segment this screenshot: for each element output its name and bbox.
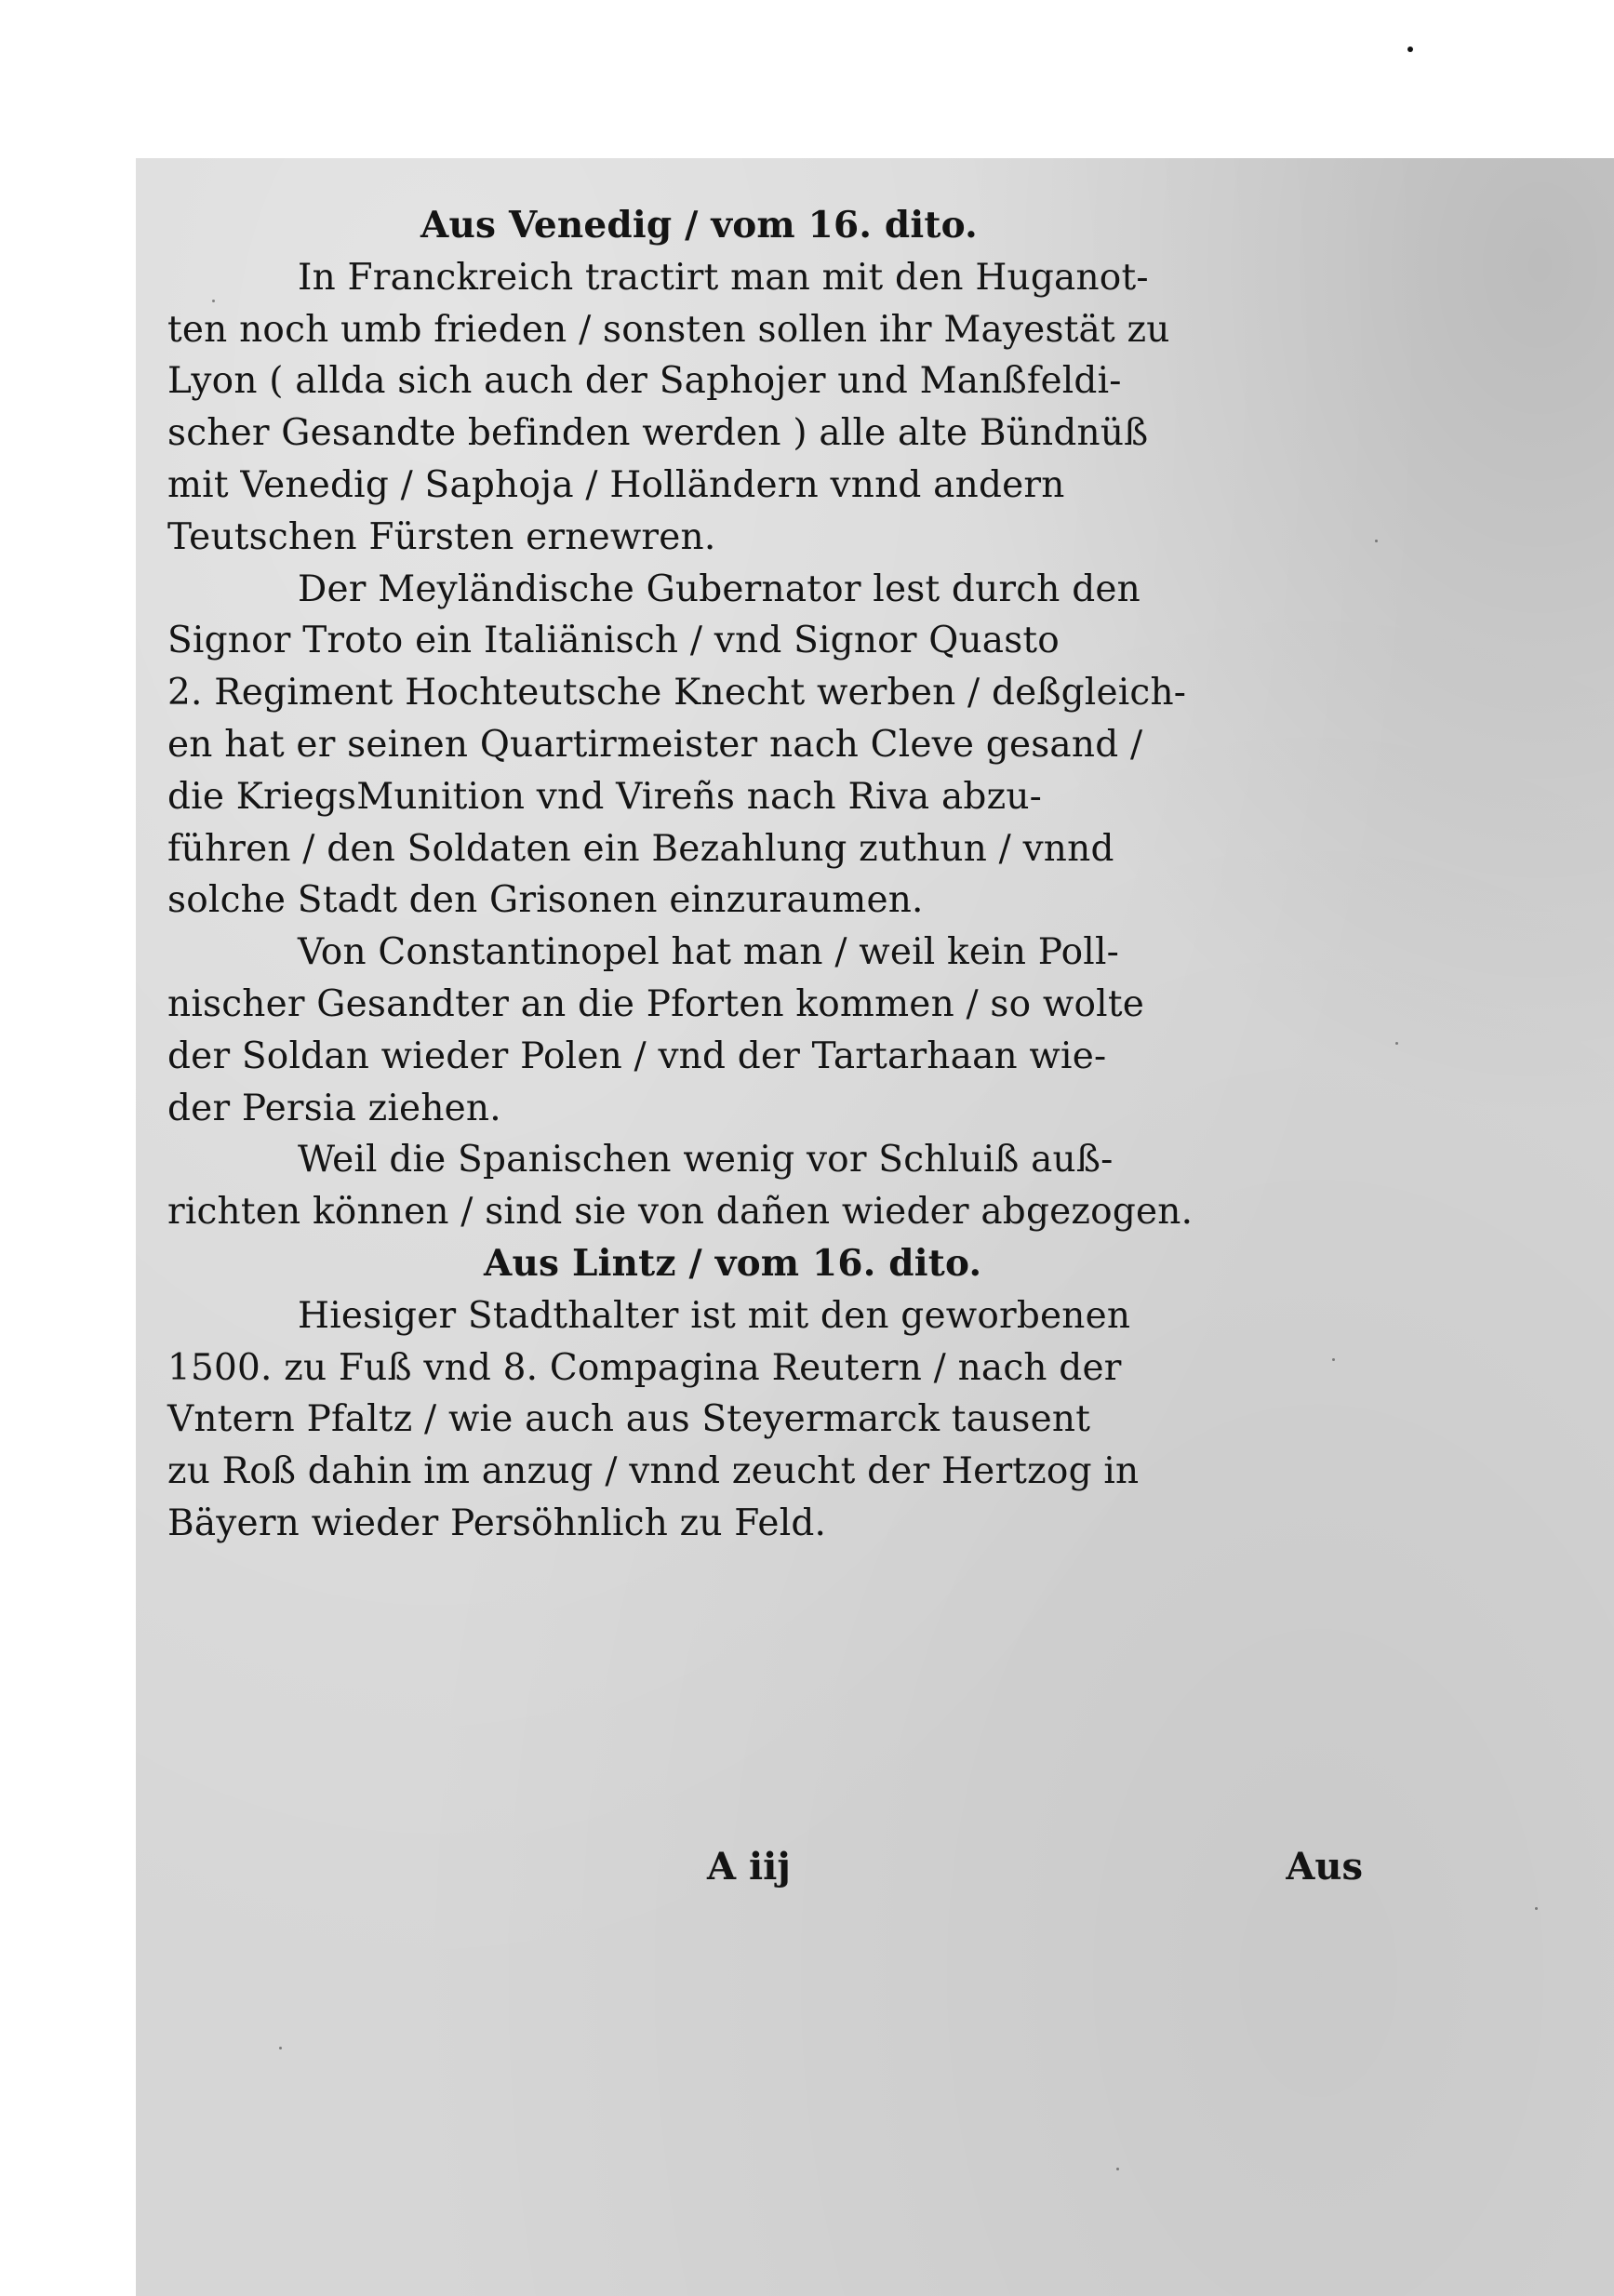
text-line: Lyon ( allda sich auch der Saphojer und Manßfeldi-: [167, 360, 1122, 403]
text-line: In Franckreich tractirt man mit den Huganot-: [298, 256, 1149, 299]
text-line: Von Constantinopel hat man / weil kein Poll-: [298, 931, 1120, 974]
paper-speck: [1395, 1042, 1398, 1045]
text-line: zu Roß dahin im anzug / vnnd zeucht der Hertzog in: [167, 1450, 1140, 1493]
text-line: richten können / sind sie von dañen wieder abgezogen.: [167, 1191, 1194, 1234]
text-line: nischer Gesandter an die Pforten kommen / so wolte: [167, 982, 1144, 1025]
paper-speck: [279, 2047, 282, 2049]
text-line: Bäyern wieder Persöhnlich zu Feld.: [167, 1502, 827, 1544]
text-line: ten noch umb frieden / sonsten sollen ihr Mayestät zu: [167, 308, 1170, 351]
text-line: Teutschen Fürsten ernewren.: [167, 515, 716, 558]
paper-speck: [212, 300, 215, 302]
text-line: mit Venedig / Saphoja / Holländern vnnd andern: [167, 463, 1065, 506]
signature-mark: A iij: [707, 1845, 791, 1889]
stray-dot: [1407, 47, 1413, 52]
text-line: en hat er seinen Quartirmeister nach Cleve gesand /: [167, 723, 1143, 766]
text-line: 2. Regiment Hochteutsche Knecht werben / deßgleich-: [167, 672, 1187, 714]
paper-speck: [1375, 540, 1378, 542]
text-line: Hiesiger Stadthalter ist mit den geworbenen: [298, 1294, 1131, 1337]
text-line: Vntern Pfaltz / wie auch aus Steyermarck tausent: [167, 1398, 1091, 1441]
text-line: der Persia ziehen.: [167, 1087, 501, 1129]
text-line: der Soldan wieder Polen / vnd der Tartarhaan wie-: [167, 1035, 1107, 1077]
paper-speck: [1116, 2168, 1119, 2170]
text-line: Weil die Spanischen wenig vor Schluiß auß-: [298, 1139, 1114, 1181]
heading-venedig: Aus Venedig / vom 16. dito.: [420, 204, 978, 247]
text-line: die KriegsMunition vnd Vireñs nach Riva abzu-: [167, 775, 1043, 818]
text-line: führen / den Soldaten ein Bezahlung zuthun / vnnd: [167, 827, 1114, 870]
text-line: solche Stadt den Grisonen einzuraumen.: [167, 879, 924, 922]
catchword: Aus: [1286, 1845, 1363, 1889]
heading-lintz: Aus Lintz / vom 16. dito.: [484, 1241, 982, 1285]
text-line: Signor Troto ein Italiänisch / vnd Signor Quasto: [167, 620, 1060, 662]
text-line: scher Gesandte befinden werden ) alle alte Bündnüß: [167, 412, 1149, 455]
body-text: [167, 200, 1363, 1550]
paper-speck: [1535, 1907, 1538, 1910]
text-line: 1500. zu Fuß vnd 8. Compagina Reutern / nach der: [167, 1346, 1122, 1389]
text-line: Der Meyländische Gubernator lest durch den: [298, 567, 1140, 610]
paper-speck: [1332, 1358, 1335, 1361]
